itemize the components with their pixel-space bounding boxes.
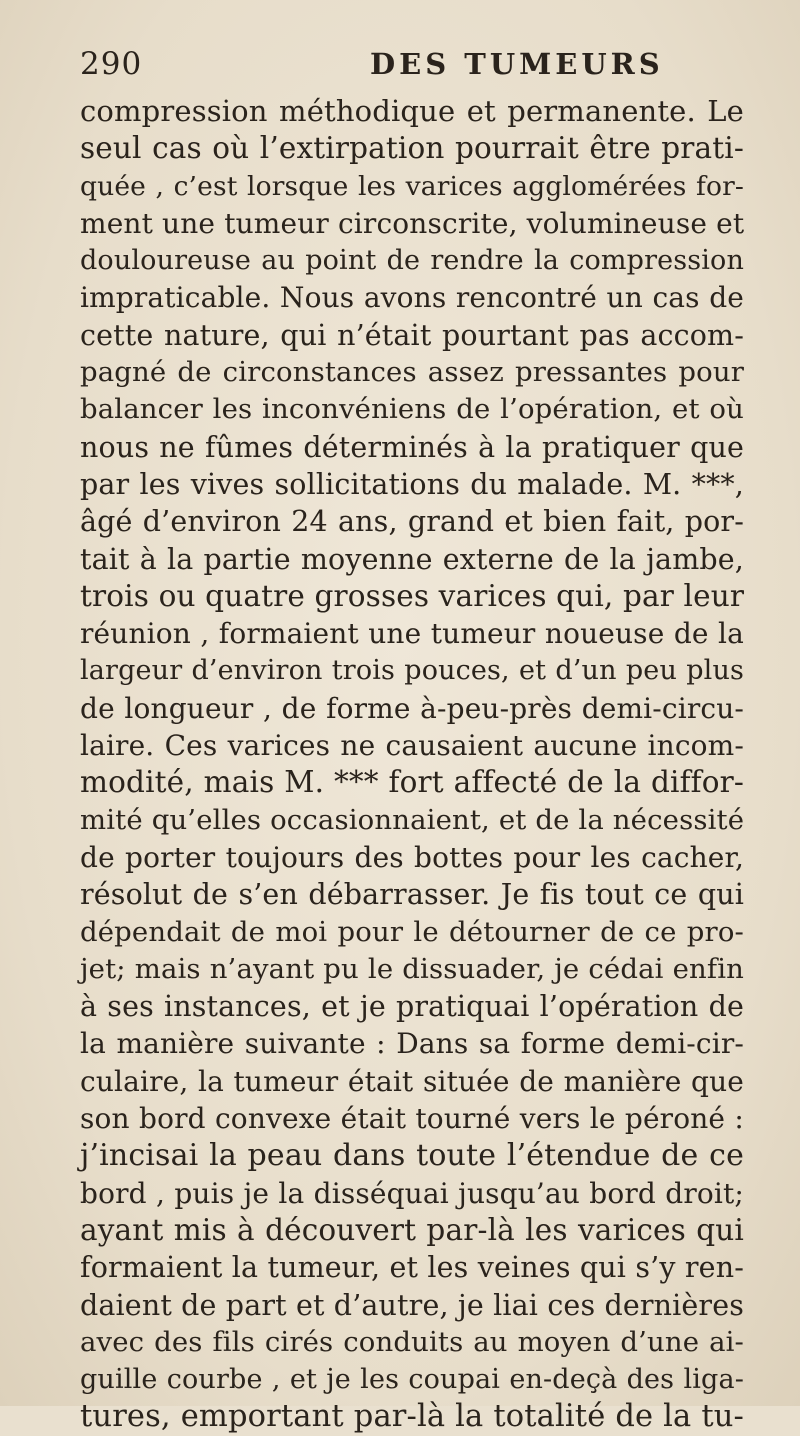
- text-line: de porter toujours des bottes pour les cacher,: [80, 840, 744, 874]
- page-number: 290: [80, 46, 143, 82]
- text-line: culaire, la tumeur était située de manière que: [80, 1064, 744, 1098]
- text-line: seul cas où l’extirpation pourrait être prati-: [80, 131, 744, 166]
- text-line: ayant mis à découvert par-là les varices qui: [80, 1212, 744, 1247]
- text-line: daient de part et d’autre, je liai ces dernières: [80, 1288, 744, 1322]
- text-line: cette nature, qui n’était pourtant pas accom-: [80, 318, 744, 352]
- text-line: formaient la tumeur, et les veines qui s’y ren-: [80, 1251, 744, 1285]
- text-line: nous ne fûmes déterminés à la pratiquer que: [80, 430, 744, 464]
- text-line: âgé d’environ 24 ans, grand et bien fait, por-: [80, 505, 744, 539]
- text-line: avec des fils cirés conduits au moyen d’une ai-: [80, 1325, 744, 1358]
- text-line: de longueur , de forme à-peu-près demi-circu-: [80, 691, 744, 725]
- text-line: par les vives sollicitations du malade. M. ***,: [80, 467, 744, 501]
- text-line: réunion , formaient une tumeur noueuse de la: [80, 617, 744, 651]
- text-line: douloureuse au point de rendre la compression: [80, 245, 744, 277]
- text-line: ment une tumeur circonscrite, volumineuse et: [80, 206, 745, 240]
- text-line: compression méthodique et permanente. Le: [80, 94, 744, 128]
- text-line: pagné de circonstances assez pressantes pour: [80, 356, 744, 389]
- text-line: bord , puis je la disséquai jusqu’au bord droit;: [80, 1176, 744, 1210]
- text-line: guille courbe , et je les coupai en-deçà des liga-: [80, 1364, 744, 1396]
- text-line: modité, mais M. *** fort affecté de la diffor-: [80, 765, 744, 800]
- text-line: j’incisai la peau dans toute l’étendue de ce: [80, 1138, 744, 1174]
- text-line: à ses instances, et je pratiquai l’opération de: [80, 990, 744, 1024]
- text-line: balancer les inconvéniens de l’opération, et où: [80, 393, 744, 426]
- text-line: la manière suivante : Dans sa forme demi-cir-: [80, 1027, 744, 1061]
- text-line: dépendait de moi pour le détourner de ce pro-: [80, 915, 744, 948]
- text-line: impraticable. Nous avons rencontré un cas de: [80, 281, 744, 315]
- text-line: tures, emportant par-là la totalité de la tu-: [80, 1399, 744, 1435]
- running-title: DES TUMEURS: [370, 47, 664, 81]
- text-line: quée , c’est lorsque les varices agglomérées for-: [80, 170, 744, 202]
- text-line: trois ou quatre grosses varices qui, par leur: [80, 578, 745, 613]
- text-line: résolut de s’en débarrasser. Je fis tout ce qui: [80, 878, 744, 912]
- text-line: mité qu’elles occasionnaient, et de la nécessité: [80, 803, 745, 836]
- body-text: [80, 93, 745, 1435]
- text-line: largeur d’environ trois pouces, et d’un peu plus: [80, 655, 744, 687]
- text-line: son bord convexe était tourné vers le péroné :: [80, 1102, 744, 1136]
- text-line: laire. Ces varices ne causaient aucune incom-: [80, 729, 744, 763]
- text-line: jet; mais n’ayant pu le dissuader, je cédai enfin: [80, 952, 744, 985]
- text-line: tait à la partie moyenne externe de la jambe,: [80, 542, 744, 576]
- page-header: [80, 44, 740, 84]
